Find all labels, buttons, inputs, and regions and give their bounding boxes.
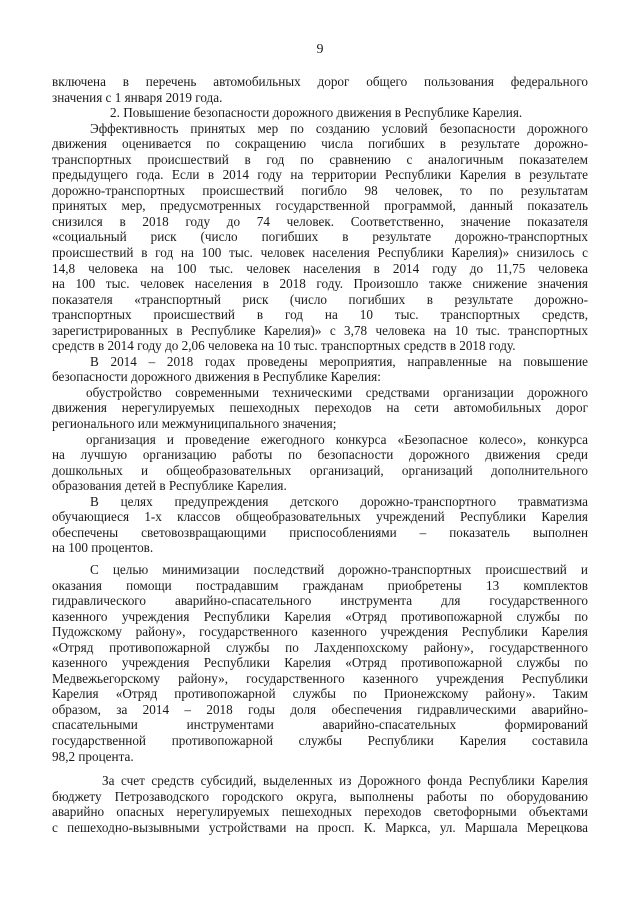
text-line: государственной противопожарной службы Республики Карелия составила [52,732,588,748]
text-line: образования детей в Республике Карелия. [52,478,287,494]
text-line: Медвежьегорскому району», государственного казенного учреждения Республики [52,670,588,686]
text-line: За счет средств субсидий, выделенных из Дорожного фонда Республики Карелия [102,773,588,789]
text-line: регионального или межмуниципального значения; [52,416,337,432]
text-line: включена в перечень автомобильных дорог общего пользования федерального [52,74,588,89]
text-line: средств в 2014 году до 2,06 человека на 10 тыс. транспортных средств в 2018 году. [52,338,516,354]
text-line: «социальный риск (число погибших в результате дорожно-транспортных [52,229,588,245]
text-line: казенного учреждения Республики Карелия «Отряд противопожарной службы по [52,655,588,671]
text-line: спасательными инструментами аварийно-спасательных формирований [52,717,588,733]
text-line: на 100 тыс. человек населения в 2018 году. Произошло также снижение значения [52,276,588,292]
text-line: организация и проведение ежегодного конкурса «Безопасное колесо», конкурса [86,431,588,447]
text-line: обеспечены световозвращающими приспособлениями – показатель выполнен [52,524,588,540]
text-line: безопасности дорожного движения в Республике Карелия: [52,369,381,385]
paragraph-gap [52,764,588,773]
text-line: С целью минимизации последствий дорожно-транспортных происшествий и [90,561,588,577]
text-line: Пудожскому району», государственного казенного учреждения Республики Карелия [52,624,588,640]
text-line: на лучшую организацию работы по безопасности дорожного движения среди [52,447,588,463]
text-line: гидравлического аварийно-спасательного инструмента для государственного [52,593,588,609]
text-line: дорожно-транспортных происшествий погибло 98 человек, то по результатам [52,182,588,198]
page-number: 9 [316,42,324,57]
text-line: зарегистрированных в Республике Карелия)» с 3,78 человека на 10 тыс. транспортных [52,322,588,338]
text-line: движения нерегулируемых пешеходных переходов на сети автомобильных дорог [52,400,588,416]
text-line: казенного учреждения Республики Карелия «Отряд противопожарной службы по [52,608,588,624]
text-line: принятых мер, предусмотренных государственной программой, данный показатель [52,198,588,214]
text-line: 98,2 процента. [52,748,134,764]
text-line: аварийно опасных нерегулируемых пешеходных переходов светофорными объектами [52,804,588,820]
document-body [52,74,588,835]
text-line: 2. Повышение безопасности дорожного движения в Республике Карелия. [110,105,523,121]
text-line: В 2014 – 2018 годах проведены мероприятия, направленные на повышение [90,353,588,369]
text-line: дошкольных и общеобразовательных организаций, организаций дополнительного [52,462,588,478]
text-line: 14,8 человека на 100 тыс. человек населения в 2014 году до 11,75 человека [52,260,588,276]
text-line: происшествий в год на 100 тыс. человек населения Республики Карелия)» снизилось с [52,245,588,261]
text-line: предыдущего года. Если в 2014 году на территории Республики Карелия в результате [52,167,588,183]
text-line: Карелия «Отряд противопожарной службы по Прионежскому району». Таким [52,686,588,702]
text-line: В целях предупреждения детского дорожно-транспортного травматизма [90,493,588,509]
text-line: бюджету Петрозаводского городского округа, выполнены работы по оборудованию [52,788,588,804]
text-line: значения с 1 января 2019 года. [52,89,223,105]
text-line: Эффективность принятых мер по созданию условий безопасности дорожного [90,120,588,136]
text-line: транспортных происшествий в год на 10 тыс. транспортных средств, [52,307,588,323]
text-line: оказания помощи пострадавшим гражданам приобретены 13 комплектов [52,577,588,593]
text-line: транспортных происшествий в год по сравнению с аналогичным показателем [52,151,588,167]
text-line: обустройство современными техническими средствами организации дорожного [86,384,588,400]
text-line: «Отряд противопожарной службы по Лахденпохскому району», государственного [52,639,588,655]
text-line: образом, за 2014 – 2018 годы доля обеспечения гидравлическими аварийно- [52,701,588,717]
text-line: на 100 процентов. [52,540,154,556]
text-line: обучающиеся 1-х классов общеобразовательных учреждений Республики Карелия [52,509,588,525]
text-line: с пешеходно-вызывными устройствами на просп. К. Маркса, ул. Маршала Мерецкова [52,819,588,835]
text-line: движения оценивается по сокращению числа погибших в результате дорожно- [52,136,588,152]
text-line: снизился в 2018 году до 74 человек. Соответственно, значение показателя [52,213,588,229]
text-line: показателя «транспортный риск (число погибших в результате дорожно- [52,291,588,307]
